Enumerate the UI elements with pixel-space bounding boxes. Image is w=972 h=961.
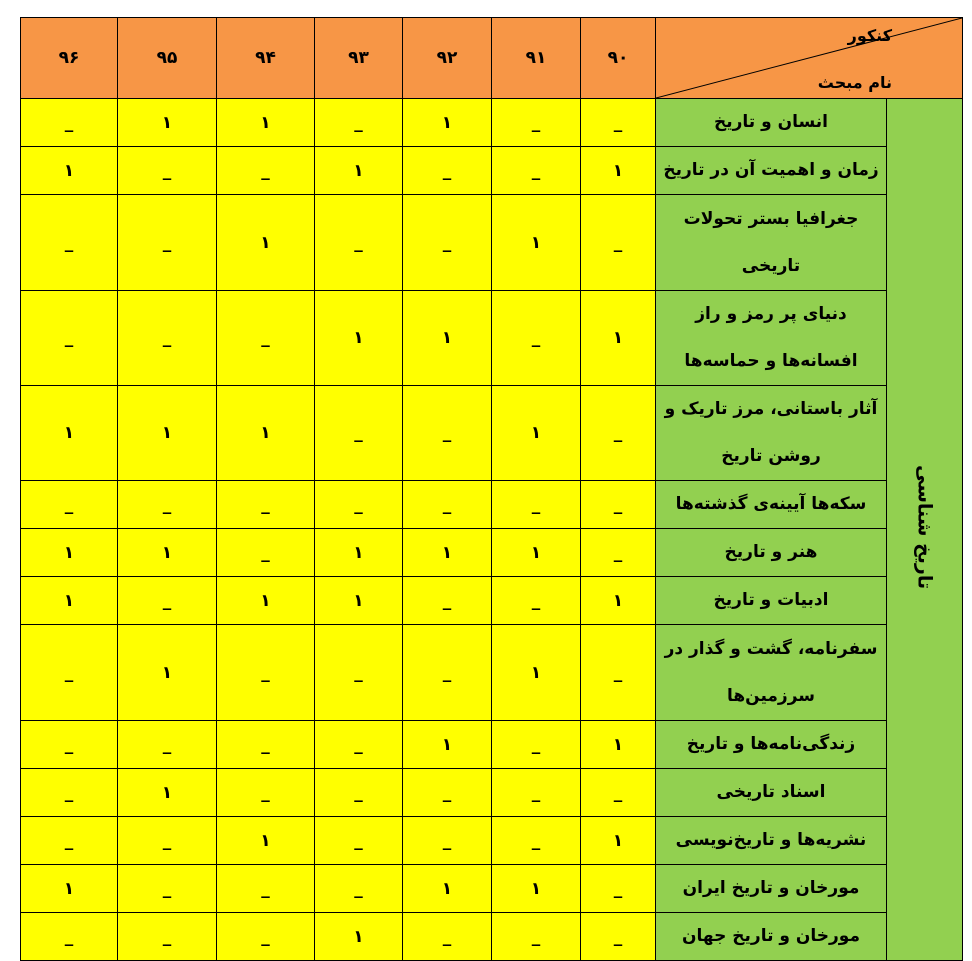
table-row [21, 291, 963, 386]
count-cell: ۱ [492, 625, 581, 721]
count-cell: _ [492, 291, 581, 386]
count-cell: _ [581, 99, 656, 147]
topic-cell: انسان و تاریخ [656, 99, 887, 147]
count-cell: _ [118, 721, 217, 769]
count-cell: _ [118, 481, 217, 529]
table-row [21, 817, 963, 865]
count-cell: _ [315, 386, 403, 481]
count-cell: _ [315, 817, 403, 865]
count-cell: ۱ [581, 817, 656, 865]
count-cell: _ [581, 625, 656, 721]
count-cell: ۱ [217, 817, 315, 865]
count-cell: _ [118, 195, 217, 291]
count-cell: _ [315, 721, 403, 769]
count-cell: _ [492, 817, 581, 865]
count-cell: _ [315, 769, 403, 817]
count-cell: _ [217, 529, 315, 577]
count-cell: _ [403, 817, 492, 865]
count-cell: ۱ [217, 577, 315, 625]
table-row [21, 577, 963, 625]
count-cell: _ [581, 195, 656, 291]
count-cell: _ [118, 291, 217, 386]
table-row [21, 625, 963, 721]
count-cell: ۱ [118, 99, 217, 147]
topic-cell: جغرافیا بستر تحولات تاریخی [656, 195, 887, 291]
count-cell: _ [315, 625, 403, 721]
konkur-topic-table [20, 17, 963, 961]
count-cell: _ [21, 913, 118, 961]
count-cell: ۱ [217, 195, 315, 291]
count-cell: _ [315, 195, 403, 291]
table-row [21, 865, 963, 913]
topic-cell: هنر و تاریخ [656, 529, 887, 577]
topic-cell: سکه‌ها آیینه‌ی گذشته‌ها [656, 481, 887, 529]
count-cell: ۱ [403, 721, 492, 769]
count-cell: _ [403, 147, 492, 195]
count-cell: ۱ [217, 386, 315, 481]
count-cell: ۱ [118, 386, 217, 481]
count-cell: _ [492, 577, 581, 625]
table-row [21, 481, 963, 529]
table-row [21, 529, 963, 577]
count-cell: _ [403, 625, 492, 721]
topic-cell: نشریه‌ها و تاریخ‌نویسی [656, 817, 887, 865]
count-cell: _ [217, 721, 315, 769]
count-cell: ۱ [315, 913, 403, 961]
table-row [21, 769, 963, 817]
count-cell: _ [403, 577, 492, 625]
count-cell: ۱ [403, 99, 492, 147]
table-row [21, 147, 963, 195]
count-cell: ۱ [581, 147, 656, 195]
count-cell: _ [217, 625, 315, 721]
count-cell: ۱ [492, 865, 581, 913]
topic-cell: زندگی‌نامه‌ها و تاریخ [656, 721, 887, 769]
count-cell: ۱ [21, 577, 118, 625]
header-row [21, 18, 963, 99]
count-cell: _ [118, 577, 217, 625]
count-cell: _ [581, 386, 656, 481]
count-cell: ۱ [21, 147, 118, 195]
count-cell: ۱ [217, 99, 315, 147]
count-cell: _ [217, 865, 315, 913]
count-cell: _ [581, 913, 656, 961]
count-cell: ۱ [118, 769, 217, 817]
count-cell: _ [492, 99, 581, 147]
count-cell: ۱ [21, 865, 118, 913]
diagonal-header-cell [656, 18, 963, 99]
count-cell: _ [217, 291, 315, 386]
topic-cell: مورخان و تاریخ جهان [656, 913, 887, 961]
year-header-90: ۹۰ [581, 18, 656, 99]
count-cell: _ [21, 195, 118, 291]
count-cell: _ [581, 529, 656, 577]
table-row [21, 721, 963, 769]
count-cell: _ [403, 195, 492, 291]
count-cell: _ [21, 625, 118, 721]
count-cell: _ [21, 481, 118, 529]
count-cell: _ [21, 721, 118, 769]
count-cell: ۱ [21, 529, 118, 577]
count-cell: ۱ [21, 386, 118, 481]
count-cell: _ [217, 481, 315, 529]
count-cell: _ [315, 865, 403, 913]
count-cell: _ [21, 769, 118, 817]
count-cell: _ [403, 386, 492, 481]
count-cell: _ [118, 865, 217, 913]
konkur-label: کنکور [847, 26, 892, 45]
topic-name-label: نام مبحث [817, 73, 892, 92]
count-cell: _ [581, 865, 656, 913]
count-cell: _ [492, 481, 581, 529]
count-cell: _ [492, 147, 581, 195]
count-cell: ۱ [403, 865, 492, 913]
count-cell: _ [581, 481, 656, 529]
count-cell: _ [315, 99, 403, 147]
count-cell: ۱ [315, 529, 403, 577]
count-cell: _ [21, 291, 118, 386]
count-cell: _ [118, 817, 217, 865]
count-cell: _ [492, 721, 581, 769]
table-row [21, 386, 963, 481]
topic-cell: زمان و اهمیت آن در تاریخ [656, 147, 887, 195]
year-header-95: ۹۵ [118, 18, 217, 99]
count-cell: ۱ [315, 577, 403, 625]
count-cell: _ [492, 769, 581, 817]
count-cell: ۱ [581, 291, 656, 386]
diagonal-divider [656, 18, 962, 98]
count-cell: _ [403, 913, 492, 961]
count-cell: ۱ [118, 625, 217, 721]
count-cell: _ [217, 769, 315, 817]
count-cell: _ [492, 913, 581, 961]
topic-cell: ادبیات و تاریخ [656, 577, 887, 625]
year-header-92: ۹۲ [403, 18, 492, 99]
count-cell: _ [403, 481, 492, 529]
count-cell: _ [315, 481, 403, 529]
count-cell: _ [118, 913, 217, 961]
count-cell: ۱ [118, 529, 217, 577]
topic-cell: دنیای پر رمز و راز افسانه‌ها و حماسه‌ها [656, 291, 887, 386]
count-cell: ۱ [315, 291, 403, 386]
count-cell: ۱ [492, 386, 581, 481]
topic-cell: اسناد تاریخی [656, 769, 887, 817]
count-cell: _ [581, 769, 656, 817]
count-cell: ۱ [492, 529, 581, 577]
category-cell [887, 99, 963, 961]
count-cell: _ [118, 147, 217, 195]
table-row [21, 99, 963, 147]
topic-cell: آثار باستانی، مرز تاریک و روشن تاریخ [656, 386, 887, 481]
count-cell: ۱ [403, 529, 492, 577]
count-cell: _ [217, 147, 315, 195]
category-label: تاریخ شناسی [913, 464, 936, 590]
count-cell: _ [21, 99, 118, 147]
year-header-96: ۹۶ [21, 18, 118, 99]
count-cell: ۱ [315, 147, 403, 195]
table-row [21, 195, 963, 291]
year-header-93: ۹۳ [315, 18, 403, 99]
year-header-94: ۹۴ [217, 18, 315, 99]
year-header-91: ۹۱ [492, 18, 581, 99]
count-cell: ۱ [581, 721, 656, 769]
count-cell: ۱ [492, 195, 581, 291]
topic-cell: سفرنامه، گشت و گذار در سرزمین‌ها [656, 625, 887, 721]
count-cell: _ [403, 769, 492, 817]
count-cell: _ [217, 913, 315, 961]
count-cell: _ [21, 817, 118, 865]
count-cell: ۱ [581, 577, 656, 625]
table-row [21, 913, 963, 961]
topic-cell: مورخان و تاریخ ایران [656, 865, 887, 913]
count-cell: ۱ [403, 291, 492, 386]
